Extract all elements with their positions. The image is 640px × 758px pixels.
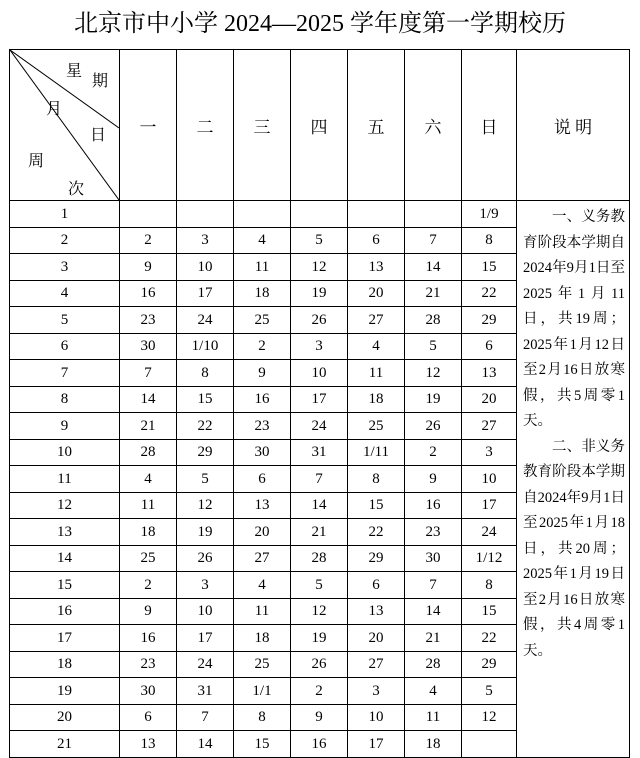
week-number-cell: 7 [10, 360, 120, 387]
note-paragraph: 二、非义务教育阶段本学期自2024年9月1日至2025年1月18日，共20周；2025年1月19日至2月16日放寒假，共4周零1天。 [523, 438, 625, 659]
date-cell: 18 [348, 386, 405, 413]
table-row [10, 201, 630, 228]
date-cell: 13 [348, 254, 405, 281]
date-cell: 2 [120, 227, 177, 254]
header-sunday: 日 [462, 50, 517, 201]
date-cell: 30 [405, 545, 462, 572]
date-cell: 29 [177, 439, 234, 466]
date-cell: 12 [177, 492, 234, 519]
week-number-cell: 4 [10, 280, 120, 307]
date-cell: 24 [177, 651, 234, 678]
date-cell: 4 [234, 227, 291, 254]
date-cell: 2 [234, 333, 291, 360]
date-cell: 11 [405, 704, 462, 731]
date-cell: 4 [405, 678, 462, 705]
notes-cell [517, 201, 630, 758]
corner-label-ci: 次 [68, 181, 85, 198]
date-cell: 26 [405, 413, 462, 440]
week-number-cell: 15 [10, 572, 120, 599]
corner-label-zhou: 周 [28, 153, 45, 170]
date-cell: 6 [234, 466, 291, 493]
date-cell: 20 [234, 519, 291, 546]
header-friday: 五 [348, 50, 405, 201]
date-cell: 5 [177, 466, 234, 493]
date-cell: 10 [348, 704, 405, 731]
date-cell: 28 [405, 307, 462, 334]
date-cell: 15 [348, 492, 405, 519]
date-cell: 8 [462, 227, 517, 254]
date-cell: 20 [348, 280, 405, 307]
date-cell: 17 [462, 492, 517, 519]
header-tuesday: 二 [177, 50, 234, 201]
date-cell: 16 [405, 492, 462, 519]
date-cell: 25 [234, 307, 291, 334]
date-cell: 21 [405, 280, 462, 307]
note-paragraph: 一、义务教育阶段本学期自2024年9月1日至2025年1月11日，共19周；2025年1月12日至2月16日放寒假，共5周零1天。 [523, 209, 625, 429]
date-cell: 27 [462, 413, 517, 440]
date-cell: 25 [120, 545, 177, 572]
date-cell: 11 [234, 254, 291, 281]
header-notes: 说 明 [517, 50, 630, 201]
week-number-cell: 13 [10, 519, 120, 546]
date-cell: 19 [405, 386, 462, 413]
date-cell: 7 [177, 704, 234, 731]
date-cell: 26 [291, 651, 348, 678]
corner-label-xing: 星 [66, 63, 83, 80]
date-cell: 3 [348, 678, 405, 705]
date-cell: 10 [462, 466, 517, 493]
date-cell: 2 [405, 439, 462, 466]
date-cell: 14 [177, 731, 234, 758]
date-cell: 19 [291, 280, 348, 307]
date-cell [462, 731, 517, 758]
date-cell: 3 [177, 572, 234, 599]
date-cell: 27 [348, 651, 405, 678]
date-cell: 17 [177, 280, 234, 307]
date-cell: 9 [291, 704, 348, 731]
week-number-cell: 6 [10, 333, 120, 360]
date-cell: 4 [120, 466, 177, 493]
date-cell: 12 [405, 360, 462, 387]
date-cell: 18 [405, 731, 462, 758]
week-number-cell: 8 [10, 386, 120, 413]
date-cell: 19 [291, 625, 348, 652]
week-number-cell: 12 [10, 492, 120, 519]
date-cell: 8 [234, 704, 291, 731]
date-cell: 15 [234, 731, 291, 758]
week-number-cell: 20 [10, 704, 120, 731]
date-cell: 30 [120, 333, 177, 360]
date-cell: 7 [120, 360, 177, 387]
date-cell: 28 [291, 545, 348, 572]
date-cell: 16 [120, 625, 177, 652]
date-cell: 16 [120, 280, 177, 307]
date-cell: 9 [234, 360, 291, 387]
week-number-cell: 2 [10, 227, 120, 254]
date-cell: 29 [462, 651, 517, 678]
date-cell [120, 201, 177, 228]
date-cell: 21 [405, 625, 462, 652]
header-thursday: 四 [291, 50, 348, 201]
date-cell: 6 [348, 572, 405, 599]
date-cell: 12 [291, 254, 348, 281]
date-cell: 27 [234, 545, 291, 572]
date-cell: 16 [291, 731, 348, 758]
header-saturday: 六 [405, 50, 462, 201]
date-cell: 29 [348, 545, 405, 572]
page-title: 北京市中小学 2024—2025 学年度第一学期校历 [74, 11, 566, 37]
week-number-cell: 18 [10, 651, 120, 678]
date-cell: 28 [405, 651, 462, 678]
date-cell: 6 [348, 227, 405, 254]
date-cell: 12 [291, 598, 348, 625]
date-cell: 27 [348, 307, 405, 334]
date-cell: 6 [120, 704, 177, 731]
date-cell: 2 [291, 678, 348, 705]
date-cell: 15 [462, 254, 517, 281]
week-number-cell: 1 [10, 201, 120, 228]
date-cell: 5 [291, 227, 348, 254]
date-cell: 9 [120, 254, 177, 281]
diagonal-corner-header [10, 50, 120, 201]
date-cell: 19 [177, 519, 234, 546]
date-cell: 1/1 [234, 678, 291, 705]
header-row [10, 50, 630, 201]
week-number-cell: 14 [10, 545, 120, 572]
corner-label-yue: 月 [46, 101, 63, 118]
date-cell: 14 [405, 598, 462, 625]
date-cell: 22 [462, 625, 517, 652]
date-cell: 17 [348, 731, 405, 758]
corner-label-ri: 日 [90, 127, 107, 144]
week-number-cell: 17 [10, 625, 120, 652]
date-cell: 24 [462, 519, 517, 546]
date-cell: 26 [291, 307, 348, 334]
date-cell [291, 201, 348, 228]
date-cell: 7 [291, 466, 348, 493]
date-cell: 5 [405, 333, 462, 360]
date-cell: 22 [462, 280, 517, 307]
date-cell: 7 [405, 227, 462, 254]
date-cell: 23 [120, 307, 177, 334]
date-cell: 25 [348, 413, 405, 440]
date-cell: 31 [291, 439, 348, 466]
date-cell: 22 [177, 413, 234, 440]
corner-label-qi: 期 [92, 73, 109, 90]
date-cell: 1/9 [462, 201, 517, 228]
week-number-cell: 9 [10, 413, 120, 440]
date-cell: 1/12 [462, 545, 517, 572]
week-number-cell: 3 [10, 254, 120, 281]
date-cell: 31 [177, 678, 234, 705]
date-cell: 14 [405, 254, 462, 281]
date-cell: 1/10 [177, 333, 234, 360]
date-cell: 11 [120, 492, 177, 519]
date-cell: 11 [348, 360, 405, 387]
week-number-cell: 11 [10, 466, 120, 493]
date-cell: 3 [291, 333, 348, 360]
date-cell [348, 201, 405, 228]
date-cell: 22 [348, 519, 405, 546]
date-cell: 13 [120, 731, 177, 758]
week-number-cell: 5 [10, 307, 120, 334]
week-number-cell: 21 [10, 731, 120, 758]
date-cell: 18 [234, 280, 291, 307]
date-cell: 3 [177, 227, 234, 254]
date-cell: 8 [462, 572, 517, 599]
date-cell: 30 [234, 439, 291, 466]
date-cell: 15 [177, 386, 234, 413]
date-cell: 14 [291, 492, 348, 519]
date-cell: 21 [120, 413, 177, 440]
date-cell: 9 [120, 598, 177, 625]
date-cell: 23 [120, 651, 177, 678]
week-number-cell: 19 [10, 678, 120, 705]
date-cell: 17 [291, 386, 348, 413]
date-cell: 2 [120, 572, 177, 599]
date-cell: 4 [234, 572, 291, 599]
date-cell: 13 [348, 598, 405, 625]
date-cell: 12 [462, 704, 517, 731]
header-monday: 一 [120, 50, 177, 201]
date-cell: 5 [291, 572, 348, 599]
date-cell: 15 [462, 598, 517, 625]
date-cell: 28 [120, 439, 177, 466]
date-cell: 16 [234, 386, 291, 413]
date-cell: 5 [462, 678, 517, 705]
date-cell: 29 [462, 307, 517, 334]
date-cell: 8 [348, 466, 405, 493]
date-cell: 18 [234, 625, 291, 652]
date-cell: 20 [462, 386, 517, 413]
date-cell [234, 201, 291, 228]
date-cell: 18 [120, 519, 177, 546]
date-cell: 20 [348, 625, 405, 652]
date-cell [405, 201, 462, 228]
date-cell: 14 [120, 386, 177, 413]
date-cell [177, 201, 234, 228]
date-cell: 13 [234, 492, 291, 519]
date-cell: 10 [177, 254, 234, 281]
week-number-cell: 10 [10, 439, 120, 466]
date-cell: 21 [291, 519, 348, 546]
date-cell: 17 [177, 625, 234, 652]
date-cell: 13 [462, 360, 517, 387]
notes-text [517, 201, 629, 664]
date-cell: 8 [177, 360, 234, 387]
date-cell: 26 [177, 545, 234, 572]
date-cell: 11 [234, 598, 291, 625]
date-cell: 9 [405, 466, 462, 493]
date-cell: 10 [291, 360, 348, 387]
date-cell: 6 [462, 333, 517, 360]
date-cell: 10 [177, 598, 234, 625]
date-cell: 24 [291, 413, 348, 440]
date-cell: 4 [348, 333, 405, 360]
date-cell: 7 [405, 572, 462, 599]
date-cell: 23 [405, 519, 462, 546]
week-number-cell: 16 [10, 598, 120, 625]
date-cell: 25 [234, 651, 291, 678]
date-cell: 23 [234, 413, 291, 440]
calendar-body [10, 201, 630, 758]
date-cell: 1/11 [348, 439, 405, 466]
date-cell: 24 [177, 307, 234, 334]
header-wednesday: 三 [234, 50, 291, 201]
date-cell: 3 [462, 439, 517, 466]
date-cell: 30 [120, 678, 177, 705]
school-calendar-table [9, 49, 630, 758]
